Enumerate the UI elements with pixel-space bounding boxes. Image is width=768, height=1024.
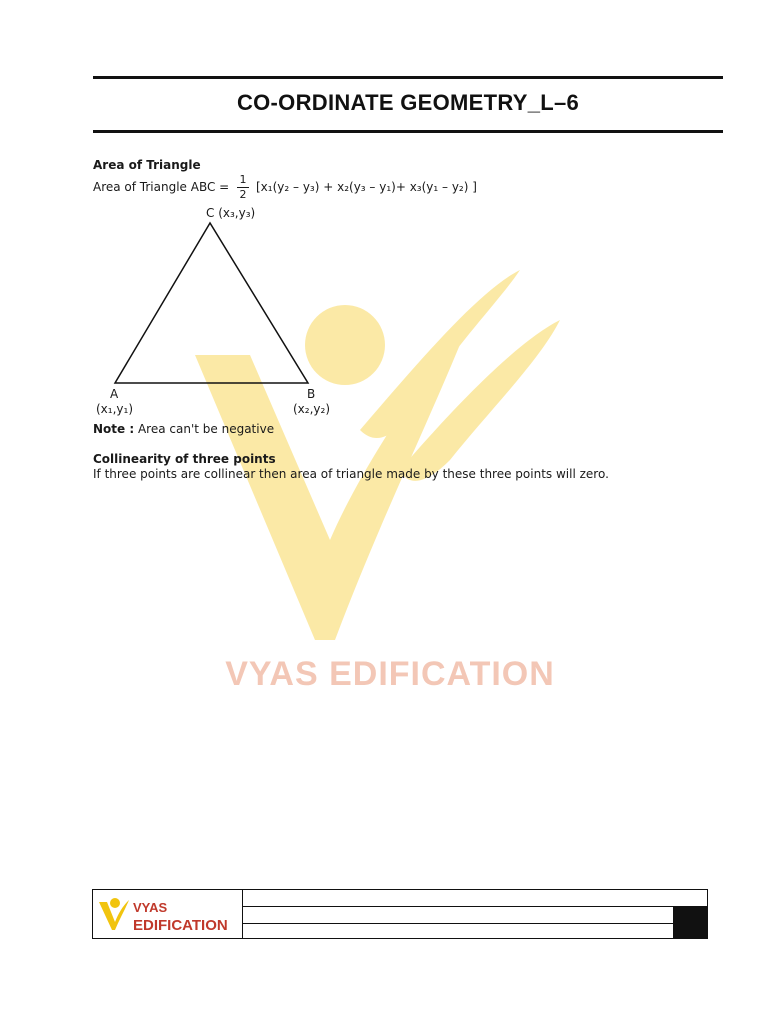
collinearity-heading: Collinearity of three points bbox=[93, 452, 276, 466]
collinearity-text: If three points are collinear then area of triangle made by these three points will zero. bbox=[93, 467, 609, 481]
footer-black-box bbox=[673, 907, 707, 938]
vertex-c-label: C (x₃,y₃) bbox=[206, 206, 256, 220]
area-heading: Area of Triangle bbox=[93, 158, 201, 172]
watermark-text: VYAS EDIFICATION bbox=[225, 655, 555, 693]
note-line bbox=[93, 422, 274, 436]
note-label: Note : bbox=[93, 422, 135, 436]
formula-body: [x₁(y₂ – y₃) + x₂(y₃ – y₁)+ x₃(y₁ – y₂) ] bbox=[256, 180, 477, 194]
footer-logo-icon bbox=[97, 896, 133, 934]
page-title: CO-ORDINATE GEOMETRY_L–6 bbox=[236, 90, 580, 115]
footer-line-1 bbox=[243, 906, 707, 907]
footer-box bbox=[92, 889, 708, 939]
vertex-a-label: A bbox=[110, 387, 119, 401]
footer-line-2 bbox=[243, 923, 673, 924]
formula-label: Area of Triangle ABC = bbox=[93, 180, 230, 194]
vertex-b-label: B bbox=[307, 387, 316, 401]
vertex-b-coords: (x₂,y₂) bbox=[293, 402, 331, 416]
fraction-numerator: 1 bbox=[239, 173, 247, 186]
triangle-abc bbox=[115, 223, 308, 383]
vertex-a-coords: (x₁,y₁) bbox=[96, 402, 134, 416]
footer-divider bbox=[242, 890, 243, 938]
fraction-denominator: 2 bbox=[239, 188, 247, 201]
footer-logo-edification: EDIFICATION bbox=[133, 917, 228, 934]
footer-logo-vyas: VYAS bbox=[133, 900, 168, 915]
note-text: Area can't be negative bbox=[137, 422, 275, 436]
